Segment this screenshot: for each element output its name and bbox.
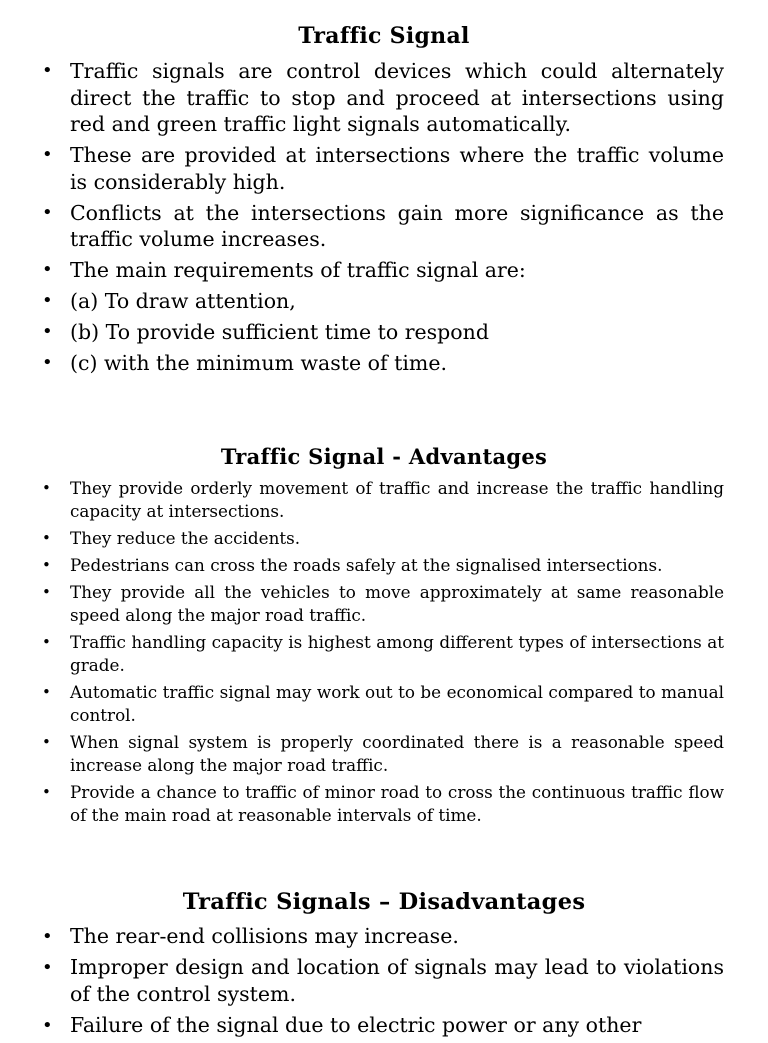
- list-item-text: They provide orderly movement of traffic and increase the traffic handling capacity at intersections.: [70, 478, 724, 521]
- list-item: [0, 631, 768, 677]
- bullet-icon: •: [42, 583, 51, 601]
- bullet-icon: •: [42, 926, 53, 947]
- list-item-text: Traffic signals are control devices which could alternately direct the traffic to stop and proceed at intersections using red and green traffic light signals automatically.: [70, 59, 724, 136]
- bullet-icon: •: [42, 479, 51, 497]
- bullet-icon: •: [42, 683, 51, 701]
- list-item: [0, 200, 768, 253]
- list-item-text: Provide a chance to traffic of minor road to cross the continuous traffic flow of the main road at reasonable intervals of time.: [70, 782, 724, 825]
- list-item: [0, 554, 768, 577]
- section-traffic-signal: [0, 20, 768, 381]
- bullet-icon: •: [42, 259, 53, 280]
- section-disadvantages: [0, 885, 768, 1043]
- list-item-text: Traffic handling capacity is highest among different types of intersections at grade.: [70, 632, 724, 675]
- list-item-text: Improper design and location of signals may lead to violations of the control system.: [70, 955, 724, 1006]
- bullet-icon: •: [42, 529, 51, 547]
- list-item-text: Automatic traffic signal may work out to be economical compared to manual control.: [70, 682, 724, 725]
- list-item-text: The rear-end collisions may increase.: [70, 924, 459, 948]
- bullet-icon: •: [42, 144, 53, 165]
- bullet-list: [0, 477, 768, 827]
- list-item: [0, 477, 768, 523]
- list-item: [0, 581, 768, 627]
- list-item-text: Failure of the signal due to electric power or any other: [70, 1013, 642, 1037]
- list-item: [0, 954, 768, 1008]
- bullet-icon: •: [42, 290, 53, 311]
- list-item-text: Conflicts at the intersections gain more significance as the traffic volume increases.: [70, 200, 724, 251]
- section-heading: Traffic Signals – Disadvantages: [182, 889, 586, 915]
- list-item: [0, 319, 768, 346]
- bullet-icon: •: [42, 352, 53, 373]
- section-advantages: [0, 441, 768, 831]
- list-item-text: (c) with the minimum waste of time.: [70, 351, 447, 375]
- list-item-text: When signal system is properly coordinated there is a reasonable speed increase along the major road traffic.: [70, 732, 724, 775]
- list-item: [0, 781, 768, 827]
- list-item-text: These are provided at intersections where the traffic volume is considerably high.: [70, 143, 724, 194]
- list-item: [0, 142, 768, 195]
- bullet-icon: •: [42, 60, 53, 81]
- list-item-text: (a) To draw attention,: [70, 289, 296, 313]
- section-heading: Traffic Signal: [298, 23, 470, 49]
- bullet-icon: •: [42, 201, 53, 223]
- list-item-text: They provide all the vehicles to move approximately at same reasonable speed along the major road traffic.: [70, 582, 724, 625]
- bullet-list: [0, 923, 768, 1039]
- bullet-icon: •: [42, 783, 51, 801]
- list-item-text: They reduce the accidents.: [70, 528, 301, 548]
- list-item-text: Pedestrians can cross the roads safely at the signalised intersections.: [70, 555, 663, 575]
- list-item-text: (b) To provide sufficient time to respond: [70, 320, 489, 344]
- section-heading: Traffic Signal - Advantages: [220, 444, 548, 469]
- list-item: [0, 681, 768, 727]
- bullet-icon: •: [42, 321, 53, 342]
- list-item: [0, 527, 768, 550]
- list-item: [0, 58, 768, 138]
- list-item: [0, 350, 768, 377]
- bullet-list: [0, 58, 768, 377]
- bullet-icon: •: [42, 556, 51, 574]
- bullet-icon: •: [42, 1015, 53, 1036]
- bullet-icon: •: [42, 957, 53, 978]
- list-item: [0, 257, 768, 284]
- list-item: [0, 923, 768, 950]
- list-item-text: The main requirements of traffic signal are:: [70, 258, 526, 282]
- list-item: [0, 1012, 768, 1039]
- bullet-icon: •: [42, 633, 51, 651]
- bullet-icon: •: [42, 733, 51, 751]
- list-item: [0, 731, 768, 777]
- list-item: [0, 288, 768, 315]
